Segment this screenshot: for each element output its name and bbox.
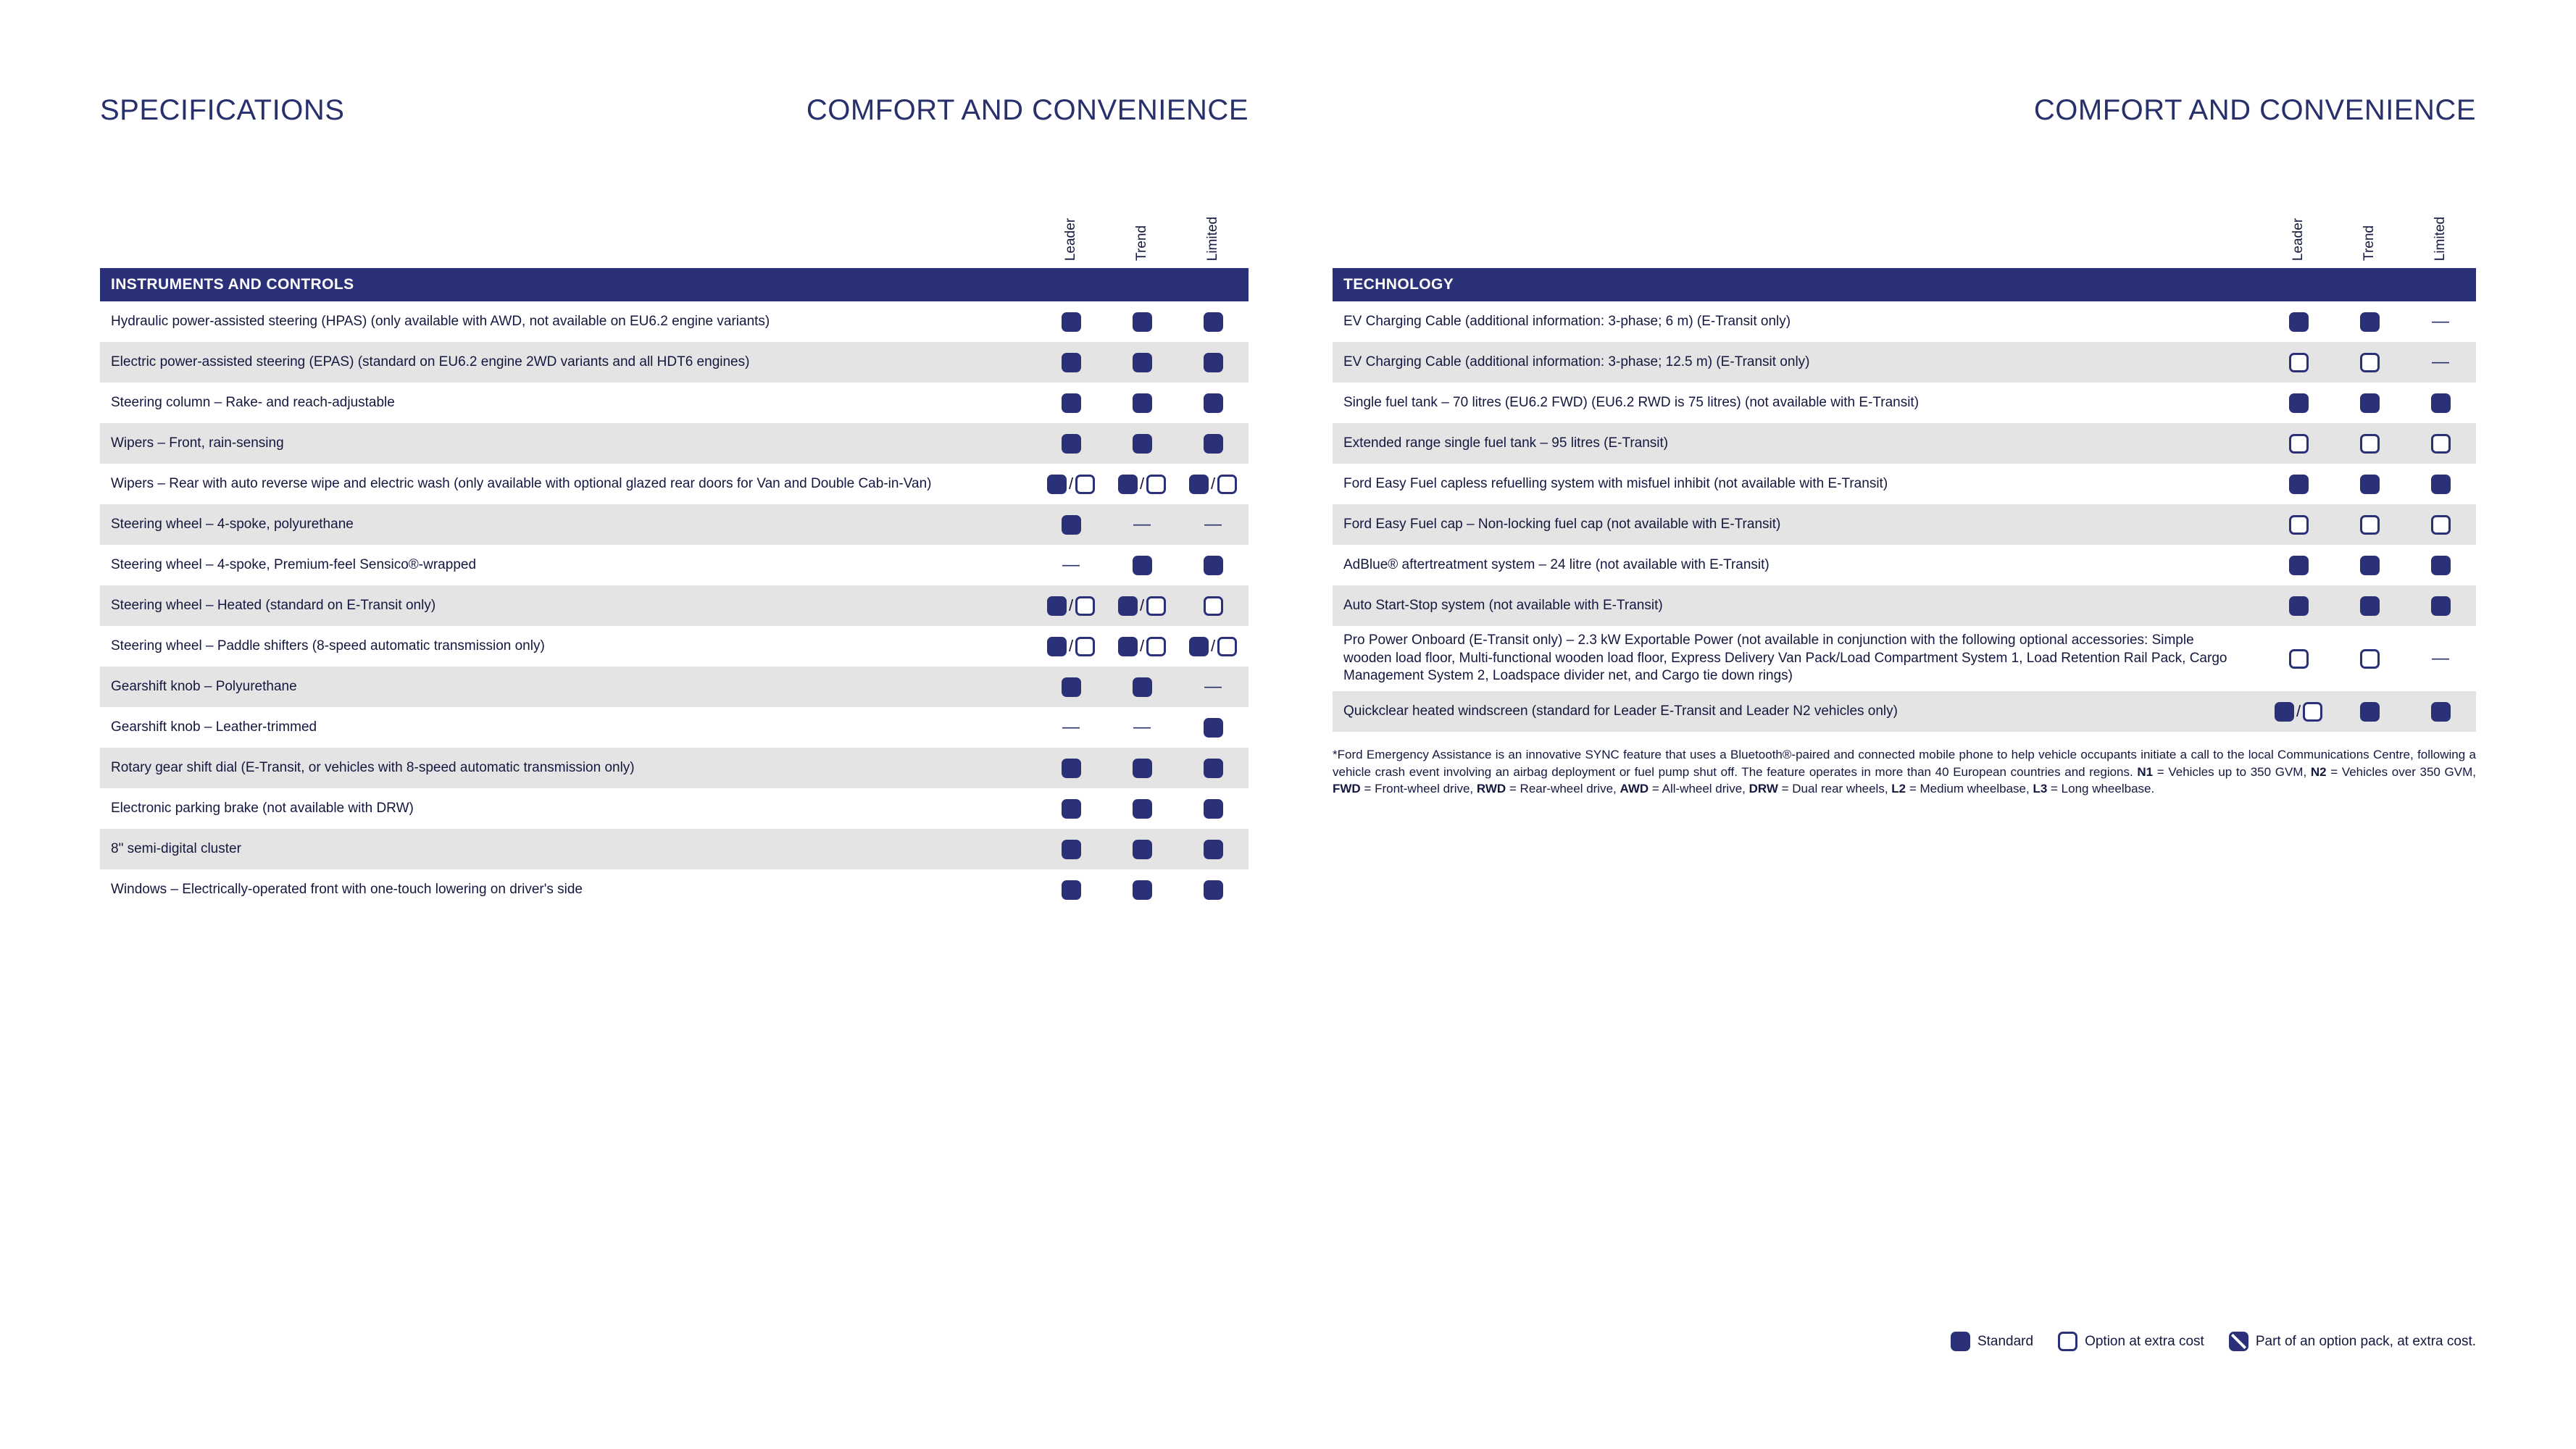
- standard-mark: [2334, 556, 2405, 575]
- table-row: [100, 301, 1249, 342]
- standard-square-icon: [1189, 475, 1209, 494]
- column-header-trend: [1106, 225, 1177, 268]
- standard-square-icon: [1062, 393, 1081, 413]
- feature-label: EV Charging Cable (additional information: 3-phase; 6 m) (E-Transit only): [1343, 313, 1791, 329]
- column-header-label: Trend: [1134, 225, 1149, 261]
- standard-square-icon: [1204, 556, 1223, 575]
- feature-label: Hydraulic power-assisted steering (HPAS) (only available with AWD, not available on EU6.2 engine variants): [111, 313, 770, 329]
- standard-mark: [1177, 840, 1249, 859]
- legend-item-standard: [1951, 1332, 2033, 1351]
- option-mark: [2263, 434, 2334, 454]
- standard-mark: [1106, 353, 1177, 372]
- standard-mark: [1177, 759, 1249, 778]
- standard-square-icon: [1133, 393, 1152, 413]
- standard-square-icon: [1062, 677, 1081, 697]
- feature-label: EV Charging Cable (additional information: 3-phase; 12.5 m) (E-Transit only): [1343, 354, 1810, 369]
- not-available-mark: —: [1062, 555, 1080, 575]
- option-pack-square-icon: [2229, 1332, 2248, 1351]
- table-title: TECHNOLOGY: [1343, 276, 1454, 293]
- option-square-icon: [2289, 434, 2309, 454]
- standard-mark: [1106, 759, 1177, 778]
- standard-square-icon: [1047, 637, 1067, 656]
- feature-label: Single fuel tank – 70 litres (EU6.2 FWD) (EU6.2 RWD is 75 litres) (not available with E-Transit): [1343, 394, 1920, 410]
- footnote-text: *Ford Emergency Assistance is an innovative SYNC feature that uses a Bluetooth®-paired and connected mobile phone to help vehicle occupants initiate a call to the local Communications Centre, following a vehicle crash event involving an airbag deployment or fuel pump shut off. The feature operates in more than 40 European countries and regions.: [1333, 748, 2476, 779]
- table-row: [1333, 342, 2476, 383]
- standard-mark: [1177, 353, 1249, 372]
- standard-square-icon: [1204, 353, 1223, 372]
- standard-mark: [1106, 556, 1177, 575]
- slash-separator: /: [1210, 475, 1216, 493]
- standard-mark: [1177, 556, 1249, 575]
- category-title-left: COMFORT AND CONVENIENCE: [806, 94, 1249, 126]
- standard-square-icon: [1204, 759, 1223, 778]
- table-row: [1333, 545, 2476, 585]
- option-square-icon: [1146, 637, 1166, 656]
- feature-label: Wipers – Front, rain-sensing: [111, 435, 284, 451]
- feature-label: Steering wheel – 4-spoke, Premium-feel Sensico®-wrapped: [111, 556, 477, 572]
- table-header-bar: [1333, 268, 2476, 301]
- option-square-icon: [2360, 649, 2380, 669]
- column-header-label: Leader: [2291, 217, 2306, 261]
- option-square-icon: [1075, 596, 1095, 616]
- option-mark: [2263, 515, 2334, 535]
- standard-mark: [1106, 799, 1177, 819]
- standard-square-icon: [2360, 475, 2380, 494]
- page-title: SPECIFICATIONS: [100, 94, 345, 126]
- standard-square-icon: [2275, 702, 2294, 722]
- table-row: [1333, 423, 2476, 464]
- feature-label: Quickclear heated windscreen (standard for Leader E-Transit and Leader N2 vehicles only): [1343, 703, 1898, 719]
- table-row: [100, 748, 1249, 788]
- standard-mark: [2405, 475, 2476, 494]
- standard-square-icon: [1204, 312, 1223, 332]
- table-row: [100, 423, 1249, 464]
- footnote-abbreviation: DRW: [1748, 781, 1778, 796]
- footnote-text: = Vehicles up to 350 GVM,: [2153, 764, 2311, 779]
- option-mark: [2334, 649, 2405, 669]
- table-row: [100, 585, 1249, 626]
- table-title: INSTRUMENTS AND CONTROLS: [111, 276, 354, 293]
- standard-square-icon: [2431, 702, 2451, 722]
- standard-square-icon: [2360, 596, 2380, 616]
- column-header-label: Limited: [1205, 216, 1220, 261]
- option-square-icon: [2289, 515, 2309, 535]
- column-headers: [1333, 196, 2476, 268]
- table-row: [1333, 504, 2476, 545]
- standard-or-option-mark: [1106, 637, 1177, 656]
- footnote-abbreviation: L3: [2033, 781, 2048, 796]
- standard-square-icon: [2289, 393, 2309, 413]
- slash-separator: /: [1068, 596, 1074, 614]
- feature-label: Pro Power Onboard (E-Transit only) – 2.3 kW Exportable Power (not available in conjunction with the following optional accessories: Simple wooden load floor, Multi-functional wooden load floor, Express Delivery Van Pack/Load Compartment System 1, Load Retention Rail Pack, Cargo Management System 2, Loadspace divider net, and Cargo tie down rings): [1343, 632, 2227, 684]
- table-row: [100, 464, 1249, 504]
- standard-square-icon: [2431, 596, 2451, 616]
- column-header-limited: [2405, 217, 2476, 268]
- standard-mark: [1177, 799, 1249, 819]
- standard-square-icon: [2289, 556, 2309, 575]
- option-square-icon: [1204, 596, 1223, 616]
- legend: [1951, 1332, 2476, 1351]
- footnote: [1333, 746, 2476, 797]
- footnote-text: = Medium wheelbase,: [1906, 781, 2033, 796]
- option-square-icon: [1146, 475, 1166, 494]
- standard-square-icon: [1204, 434, 1223, 454]
- feature-label: Steering wheel – 4-spoke, polyurethane: [111, 516, 354, 532]
- standard-square-icon: [1062, 880, 1081, 900]
- standard-mark: [2263, 393, 2334, 413]
- feature-label: AdBlue® aftertreatment system – 24 litre (not available with E-Transit): [1343, 556, 1770, 572]
- standard-square-icon: [1062, 312, 1081, 332]
- footnote-text: = Vehicles over 350 GVM,: [2326, 764, 2476, 779]
- table-row: [1333, 383, 2476, 423]
- not-available-mark: —: [2432, 312, 2449, 331]
- standard-square-icon: [1062, 840, 1081, 859]
- legend-item-option-pack: [2229, 1332, 2476, 1351]
- not-available-mark: —: [2432, 352, 2449, 372]
- standard-mark: [2405, 702, 2476, 722]
- footnote-abbreviation: N1: [2137, 764, 2154, 779]
- standard-mark: [1035, 840, 1106, 859]
- option-mark: [2405, 515, 2476, 535]
- option-square-icon: [1217, 475, 1237, 494]
- standard-mark: [2263, 312, 2334, 332]
- feature-label: Steering column – Rake- and reach-adjustable: [111, 394, 395, 410]
- standard-mark: [1035, 434, 1106, 454]
- footnote-abbreviation: FWD: [1333, 781, 1361, 796]
- standard-square-icon: [1118, 596, 1138, 616]
- feature-label: Steering wheel – Heated (standard on E-Transit only): [111, 597, 436, 613]
- table-row: [1333, 691, 2476, 732]
- standard-or-option-mark: [1106, 596, 1177, 616]
- standard-square-icon: [1062, 353, 1081, 372]
- standard-square-icon: [1204, 799, 1223, 819]
- column-header-label: Trend: [2362, 225, 2377, 261]
- option-square-icon: [2058, 1332, 2077, 1351]
- table-row: [1333, 585, 2476, 626]
- standard-square-icon: [1133, 312, 1152, 332]
- footnote-text: = All-wheel drive,: [1648, 781, 1749, 796]
- standard-square-icon: [1062, 799, 1081, 819]
- standard-square-icon: [1204, 393, 1223, 413]
- legend-item-option: [2058, 1332, 2204, 1351]
- feature-label: Ford Easy Fuel cap – Non-locking fuel cap (not available with E-Transit): [1343, 516, 1781, 532]
- standard-square-icon: [1189, 637, 1209, 656]
- standard-square-icon: [1133, 353, 1152, 372]
- option-square-icon: [2360, 434, 2380, 454]
- footnote-abbreviation: RWD: [1476, 781, 1506, 796]
- standard-mark: [1035, 353, 1106, 372]
- option-mark: [1177, 596, 1249, 616]
- standard-mark: [1177, 718, 1249, 738]
- table-row: [1333, 301, 2476, 342]
- standard-square-icon: [1204, 880, 1223, 900]
- column-header-label: Leader: [1063, 217, 1078, 261]
- legend-label-option: Option at extra cost: [2085, 1333, 2204, 1349]
- footnote-text: = Front-wheel drive,: [1360, 781, 1477, 796]
- feature-label: Ford Easy Fuel capless refuelling system with misfuel inhibit (not available with E-Transit): [1343, 475, 1888, 491]
- slash-separator: /: [1139, 637, 1145, 655]
- standard-mark: [1035, 759, 1106, 778]
- standard-mark: [2334, 596, 2405, 616]
- not-available-mark: —: [1133, 514, 1151, 534]
- table-rows: [1333, 301, 2476, 732]
- option-square-icon: [2289, 353, 2309, 372]
- technology-table: [1333, 196, 2476, 797]
- standard-mark: [1035, 515, 1106, 535]
- standard-or-option-mark: [1035, 596, 1106, 616]
- standard-mark: [2334, 702, 2405, 722]
- slash-separator: /: [1139, 596, 1145, 614]
- table-row: [100, 869, 1249, 910]
- option-mark: [2334, 353, 2405, 372]
- standard-or-option-mark: [1177, 475, 1249, 494]
- standard-mark: [1177, 434, 1249, 454]
- standard-square-icon: [1062, 759, 1081, 778]
- option-mark: [2334, 434, 2405, 454]
- table-row: [100, 383, 1249, 423]
- not-available-mark: —: [1204, 514, 1222, 534]
- footnote-abbreviation: L2: [1891, 781, 1906, 796]
- standard-or-option-mark: [1035, 637, 1106, 656]
- footnote-abbreviation: N2: [2310, 764, 2327, 779]
- slash-separator: /: [1068, 637, 1074, 655]
- standard-square-icon: [2289, 475, 2309, 494]
- standard-mark: [1035, 393, 1106, 413]
- table-row: [100, 504, 1249, 545]
- standard-mark: [1035, 880, 1106, 900]
- standard-mark: [1106, 434, 1177, 454]
- standard-mark: [2405, 393, 2476, 413]
- table-row: [100, 829, 1249, 869]
- standard-square-icon: [2431, 475, 2451, 494]
- standard-mark: [2334, 393, 2405, 413]
- column-header-label: Limited: [2433, 216, 2448, 261]
- standard-or-option-mark: [1035, 475, 1106, 494]
- column-header-leader: [1035, 218, 1106, 268]
- standard-mark: [2263, 475, 2334, 494]
- feature-label: Extended range single fuel tank – 95 litres (E-Transit): [1343, 435, 1669, 451]
- option-mark: [2263, 649, 2334, 669]
- standard-mark: [2334, 475, 2405, 494]
- standard-or-option-mark: [1177, 637, 1249, 656]
- standard-mark: [2263, 556, 2334, 575]
- option-square-icon: [2431, 434, 2451, 454]
- not-available-mark: —: [1133, 717, 1151, 737]
- table-header-bar: [100, 268, 1249, 301]
- option-mark: [2334, 515, 2405, 535]
- legend-label-standard: Standard: [1977, 1333, 2034, 1349]
- standard-square-icon: [1204, 840, 1223, 859]
- standard-mark: [1035, 312, 1106, 332]
- standard-square-icon: [1062, 515, 1081, 535]
- standard-mark: [1106, 312, 1177, 332]
- standard-square-icon: [1951, 1332, 1970, 1351]
- slash-separator: /: [1068, 475, 1074, 493]
- option-square-icon: [1217, 637, 1237, 656]
- column-header-limited: [1177, 217, 1249, 268]
- option-square-icon: [1075, 475, 1095, 494]
- standard-square-icon: [1118, 475, 1138, 494]
- standard-mark: [1177, 393, 1249, 413]
- feature-label: Electric power-assisted steering (EPAS) (standard on EU6.2 engine 2WD variants and all HDT6 engines): [111, 354, 750, 369]
- standard-square-icon: [2360, 702, 2380, 722]
- standard-mark: [1177, 880, 1249, 900]
- option-square-icon: [2303, 702, 2322, 722]
- option-mark: [2263, 353, 2334, 372]
- feature-label: Gearshift knob – Leather-trimmed: [111, 719, 317, 735]
- feature-label: Steering wheel – Paddle shifters (8-speed automatic transmission only): [111, 638, 545, 653]
- standard-or-option-mark: [2263, 702, 2334, 722]
- table-row: [1333, 464, 2476, 504]
- not-available-mark: —: [2432, 648, 2449, 669]
- slash-separator: /: [2296, 702, 2301, 721]
- standard-square-icon: [1047, 596, 1067, 616]
- standard-square-icon: [1047, 475, 1067, 494]
- column-header-trend: [2334, 225, 2405, 268]
- slash-separator: /: [1139, 475, 1145, 493]
- table-row: [1333, 626, 2476, 691]
- not-available-mark: —: [1204, 677, 1222, 696]
- table-row: [100, 342, 1249, 383]
- standard-mark: [1177, 312, 1249, 332]
- standard-square-icon: [2431, 556, 2451, 575]
- standard-square-icon: [1204, 718, 1223, 738]
- standard-mark: [2334, 312, 2405, 332]
- feature-label: Rotary gear shift dial (E-Transit, or vehicles with 8-speed automatic transmission only): [111, 759, 635, 775]
- feature-label: Windows – Electrically-operated front with one-touch lowering on driver's side: [111, 881, 583, 897]
- standard-square-icon: [2360, 393, 2380, 413]
- standard-square-icon: [1133, 759, 1152, 778]
- standard-square-icon: [1062, 434, 1081, 454]
- standard-mark: [1106, 677, 1177, 697]
- option-square-icon: [2289, 649, 2309, 669]
- option-mark: [2405, 434, 2476, 454]
- standard-mark: [1106, 840, 1177, 859]
- option-square-icon: [1146, 596, 1166, 616]
- footnote-text: = Rear-wheel drive,: [1506, 781, 1620, 796]
- standard-square-icon: [1118, 637, 1138, 656]
- column-header-leader: [2263, 218, 2334, 268]
- standard-mark: [1035, 677, 1106, 697]
- standard-square-icon: [2360, 312, 2380, 332]
- feature-label: Auto Start-Stop system (not available with E-Transit): [1343, 597, 1663, 613]
- table-row: [100, 626, 1249, 667]
- standard-mark: [1035, 799, 1106, 819]
- standard-mark: [2405, 596, 2476, 616]
- standard-square-icon: [1133, 840, 1152, 859]
- standard-mark: [2405, 556, 2476, 575]
- standard-mark: [1106, 393, 1177, 413]
- column-headers: [100, 196, 1249, 268]
- instruments-and-controls-table: [100, 196, 1249, 910]
- slash-separator: /: [1210, 637, 1216, 655]
- standard-square-icon: [2289, 596, 2309, 616]
- footnote-text: = Long wheelbase.: [2047, 781, 2155, 796]
- standard-square-icon: [1133, 677, 1152, 697]
- standard-or-option-mark: [1106, 475, 1177, 494]
- standard-square-icon: [2289, 312, 2309, 332]
- option-square-icon: [2360, 515, 2380, 535]
- table-row: [100, 545, 1249, 585]
- not-available-mark: —: [1062, 717, 1080, 737]
- table-rows: [100, 301, 1249, 910]
- footnote-text: = Dual rear wheels,: [1777, 781, 1892, 796]
- feature-label: Gearshift knob – Polyurethane: [111, 678, 297, 694]
- table-row: [100, 788, 1249, 829]
- option-square-icon: [2431, 515, 2451, 535]
- standard-square-icon: [1133, 799, 1152, 819]
- standard-square-icon: [2360, 556, 2380, 575]
- option-square-icon: [2360, 353, 2380, 372]
- standard-square-icon: [1133, 556, 1152, 575]
- standard-mark: [1106, 880, 1177, 900]
- category-title-right: COMFORT AND CONVENIENCE: [2033, 94, 2476, 126]
- footnote-abbreviation: AWD: [1620, 781, 1649, 796]
- feature-label: Electronic parking brake (not available with DRW): [111, 800, 414, 816]
- feature-label: 8" semi-digital cluster: [111, 840, 241, 856]
- table-row: [100, 707, 1249, 748]
- standard-square-icon: [1133, 880, 1152, 900]
- standard-mark: [2263, 596, 2334, 616]
- table-row: [100, 667, 1249, 707]
- legend-label-option-pack: Part of an option pack, at extra cost.: [2255, 1333, 2476, 1349]
- option-square-icon: [1075, 637, 1095, 656]
- feature-label: Wipers – Rear with auto reverse wipe and electric wash (only available with optional glazed rear doors for Van and Double Cab-in-Van): [111, 475, 932, 491]
- standard-square-icon: [1133, 434, 1152, 454]
- standard-square-icon: [2431, 393, 2451, 413]
